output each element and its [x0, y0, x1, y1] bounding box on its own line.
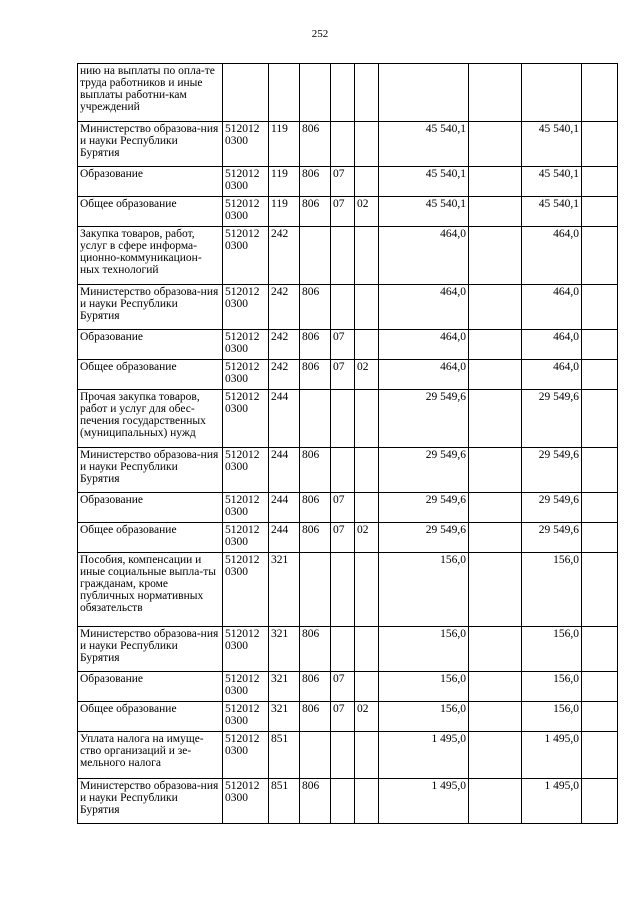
row-name-cell: Общее образование [78, 702, 223, 732]
subsection-code-cell: 02 [355, 197, 379, 227]
row-name-cell: Уплата налога на имуще-ство организаций и зе-мельного налога [78, 732, 223, 779]
amount-change-cell [469, 493, 522, 523]
amount-total-cell: 464,0 [522, 330, 582, 360]
amount-cell: 29 549,6 [379, 493, 469, 523]
table-row [78, 448, 618, 493]
extra-cell [582, 197, 618, 227]
subsection-code-cell [355, 732, 379, 779]
amount-change-cell [469, 122, 522, 167]
amount-total-cell: 1 495,0 [522, 732, 582, 779]
row-name-cell: Образование [78, 330, 223, 360]
amount-total-cell: 464,0 [522, 360, 582, 390]
extra-cell [582, 523, 618, 553]
amount-cell: 156,0 [379, 672, 469, 702]
subsection-code-cell [355, 285, 379, 330]
ministry-code-cell: 806 [300, 779, 331, 824]
amount-change-cell [469, 672, 522, 702]
section-code-cell: 07 [331, 360, 355, 390]
expense-type-code-cell [269, 64, 300, 122]
extra-cell [582, 448, 618, 493]
expense-type-code-cell: 242 [269, 285, 300, 330]
row-name-cell: Министерство образова-ния и науки Республики Бурятия [78, 122, 223, 167]
amount-total-cell: 45 540,1 [522, 197, 582, 227]
amount-cell: 29 549,6 [379, 523, 469, 553]
ministry-code-cell: 806 [300, 627, 331, 672]
ministry-code-cell: 806 [300, 523, 331, 553]
amount-change-cell [469, 330, 522, 360]
table-row [78, 493, 618, 523]
subsection-code-cell [355, 779, 379, 824]
row-name-cell: Министерство образова-ния и науки Республики Бурятия [78, 448, 223, 493]
extra-cell [582, 672, 618, 702]
section-code-cell: 07 [331, 167, 355, 197]
ministry-code-cell: 806 [300, 167, 331, 197]
amount-cell: 156,0 [379, 553, 469, 627]
row-name-cell: Министерство образова-ния и науки Республики Бурятия [78, 627, 223, 672]
section-code-cell [331, 627, 355, 672]
target-article-code-cell [223, 64, 269, 122]
target-article-code-cell: 512012 0300 [223, 493, 269, 523]
amount-total-cell: 156,0 [522, 627, 582, 672]
amount-cell: 464,0 [379, 360, 469, 390]
ministry-code-cell: 806 [300, 330, 331, 360]
row-name-cell: Образование [78, 493, 223, 523]
ministry-code-cell: 806 [300, 448, 331, 493]
table-row [78, 285, 618, 330]
extra-cell [582, 285, 618, 330]
table-row [78, 390, 618, 448]
amount-change-cell [469, 448, 522, 493]
table-row [78, 702, 618, 732]
subsection-code-cell [355, 64, 379, 122]
extra-cell [582, 732, 618, 779]
table-row [78, 672, 618, 702]
expense-type-code-cell: 119 [269, 197, 300, 227]
target-article-code-cell: 512012 0300 [223, 285, 269, 330]
table-body [78, 64, 618, 824]
amount-cell: 45 540,1 [379, 167, 469, 197]
table-row [78, 122, 618, 167]
amount-cell: 464,0 [379, 285, 469, 330]
amount-total-cell: 156,0 [522, 702, 582, 732]
row-name-cell: Прочая закупка товаров, работ и услуг для обес-печения государственных (муниципальных) нужд [78, 390, 223, 448]
row-name-cell: Министерство образова-ния и науки Республики Бурятия [78, 285, 223, 330]
row-name-cell: Общее образование [78, 523, 223, 553]
ministry-code-cell [300, 732, 331, 779]
section-code-cell [331, 122, 355, 167]
target-article-code-cell: 512012 0300 [223, 672, 269, 702]
subsection-code-cell [355, 390, 379, 448]
table-row [78, 64, 618, 122]
target-article-code-cell: 512012 0300 [223, 167, 269, 197]
table-row [78, 227, 618, 285]
subsection-code-cell: 02 [355, 702, 379, 732]
row-name-cell: Пособия, компенсации и иные социальные выпла-ты гражданам, кроме публичных нормативных обязательств [78, 553, 223, 627]
ministry-code-cell: 806 [300, 197, 331, 227]
table-row [78, 553, 618, 627]
amount-change-cell [469, 523, 522, 553]
expense-type-code-cell: 321 [269, 553, 300, 627]
extra-cell [582, 360, 618, 390]
section-code-cell [331, 553, 355, 627]
amount-change-cell [469, 627, 522, 672]
section-code-cell [331, 779, 355, 824]
extra-cell [582, 493, 618, 523]
target-article-code-cell: 512012 0300 [223, 702, 269, 732]
amount-total-cell: 156,0 [522, 672, 582, 702]
target-article-code-cell: 512012 0300 [223, 330, 269, 360]
expense-type-code-cell: 242 [269, 360, 300, 390]
amount-change-cell [469, 732, 522, 779]
expense-type-code-cell: 851 [269, 732, 300, 779]
amount-cell: 156,0 [379, 702, 469, 732]
ministry-code-cell: 806 [300, 360, 331, 390]
table-row [78, 523, 618, 553]
row-name-cell: нию на выплаты по опла-те труда работников и иные выплаты работни-кам учреждений [78, 64, 223, 122]
section-code-cell [331, 732, 355, 779]
amount-change-cell [469, 64, 522, 122]
section-code-cell: 07 [331, 330, 355, 360]
amount-total-cell: 45 540,1 [522, 167, 582, 197]
section-code-cell: 07 [331, 523, 355, 553]
expense-type-code-cell: 321 [269, 627, 300, 672]
table-row [78, 360, 618, 390]
extra-cell [582, 227, 618, 285]
extra-cell [582, 627, 618, 672]
target-article-code-cell: 512012 0300 [223, 553, 269, 627]
subsection-code-cell [355, 627, 379, 672]
subsection-code-cell [355, 330, 379, 360]
page-number: 252 [311, 28, 329, 40]
extra-cell [582, 779, 618, 824]
target-article-code-cell: 512012 0300 [223, 390, 269, 448]
extra-cell [582, 330, 618, 360]
amount-total-cell: 464,0 [522, 227, 582, 285]
table-row [78, 627, 618, 672]
section-code-cell: 07 [331, 197, 355, 227]
subsection-code-cell [355, 167, 379, 197]
subsection-code-cell [355, 553, 379, 627]
budget-table [77, 63, 618, 824]
target-article-code-cell: 512012 0300 [223, 227, 269, 285]
amount-total-cell: 1 495,0 [522, 779, 582, 824]
amount-cell: 45 540,1 [379, 122, 469, 167]
extra-cell [582, 390, 618, 448]
row-name-cell: Образование [78, 672, 223, 702]
expense-type-code-cell: 244 [269, 523, 300, 553]
extra-cell [582, 122, 618, 167]
expense-type-code-cell: 242 [269, 330, 300, 360]
amount-cell: 464,0 [379, 227, 469, 285]
amount-total-cell: 45 540,1 [522, 122, 582, 167]
amount-total-cell: 464,0 [522, 285, 582, 330]
amount-change-cell [469, 167, 522, 197]
amount-change-cell [469, 360, 522, 390]
table-row [78, 167, 618, 197]
row-name-cell: Общее образование [78, 197, 223, 227]
extra-cell [582, 553, 618, 627]
extra-cell [582, 64, 618, 122]
ministry-code-cell [300, 64, 331, 122]
section-code-cell: 07 [331, 702, 355, 732]
target-article-code-cell: 512012 0300 [223, 523, 269, 553]
amount-cell: 29 549,6 [379, 448, 469, 493]
subsection-code-cell [355, 448, 379, 493]
expense-type-code-cell: 119 [269, 122, 300, 167]
expense-type-code-cell: 321 [269, 672, 300, 702]
subsection-code-cell [355, 122, 379, 167]
ministry-code-cell [300, 553, 331, 627]
subsection-code-cell: 02 [355, 360, 379, 390]
table-row [78, 779, 618, 824]
amount-cell: 1 495,0 [379, 779, 469, 824]
row-name-cell: Министерство образова-ния и науки Республики Бурятия [78, 779, 223, 824]
expense-type-code-cell: 244 [269, 390, 300, 448]
amount-cell: 156,0 [379, 627, 469, 672]
section-code-cell [331, 64, 355, 122]
row-name-cell: Закупка товаров, работ, услуг в сфере информа-ционно-коммуникацион-ных технологий [78, 227, 223, 285]
subsection-code-cell [355, 493, 379, 523]
amount-total-cell: 29 549,6 [522, 523, 582, 553]
ministry-code-cell: 806 [300, 122, 331, 167]
amount-change-cell [469, 779, 522, 824]
amount-total-cell: 29 549,6 [522, 448, 582, 493]
amount-change-cell [469, 285, 522, 330]
target-article-code-cell: 512012 0300 [223, 627, 269, 672]
ministry-code-cell: 806 [300, 672, 331, 702]
expense-type-code-cell: 119 [269, 167, 300, 197]
amount-total-cell: 29 549,6 [522, 493, 582, 523]
section-code-cell: 07 [331, 672, 355, 702]
target-article-code-cell: 512012 0300 [223, 732, 269, 779]
target-article-code-cell: 512012 0300 [223, 448, 269, 493]
target-article-code-cell: 512012 0300 [223, 360, 269, 390]
expense-type-code-cell: 851 [269, 779, 300, 824]
expense-type-code-cell: 321 [269, 702, 300, 732]
target-article-code-cell: 512012 0300 [223, 122, 269, 167]
amount-cell [379, 64, 469, 122]
amount-cell: 1 495,0 [379, 732, 469, 779]
ministry-code-cell: 806 [300, 493, 331, 523]
section-code-cell [331, 390, 355, 448]
amount-change-cell [469, 197, 522, 227]
amount-change-cell [469, 553, 522, 627]
section-code-cell [331, 448, 355, 493]
subsection-code-cell [355, 672, 379, 702]
expense-type-code-cell: 244 [269, 493, 300, 523]
section-code-cell [331, 285, 355, 330]
subsection-code-cell [355, 227, 379, 285]
extra-cell [582, 702, 618, 732]
subsection-code-cell: 02 [355, 523, 379, 553]
ministry-code-cell [300, 390, 331, 448]
amount-total-cell: 29 549,6 [522, 390, 582, 448]
amount-cell: 45 540,1 [379, 197, 469, 227]
table-row [78, 330, 618, 360]
amount-change-cell [469, 227, 522, 285]
section-code-cell: 07 [331, 493, 355, 523]
row-name-cell: Общее образование [78, 360, 223, 390]
target-article-code-cell: 512012 0300 [223, 197, 269, 227]
ministry-code-cell [300, 227, 331, 285]
table-row [78, 197, 618, 227]
amount-total-cell [522, 64, 582, 122]
row-name-cell: Образование [78, 167, 223, 197]
expense-type-code-cell: 242 [269, 227, 300, 285]
amount-cell: 464,0 [379, 330, 469, 360]
amount-cell: 29 549,6 [379, 390, 469, 448]
target-article-code-cell: 512012 0300 [223, 779, 269, 824]
section-code-cell [331, 227, 355, 285]
amount-change-cell [469, 390, 522, 448]
amount-total-cell: 156,0 [522, 553, 582, 627]
table-row [78, 732, 618, 779]
amount-change-cell [469, 702, 522, 732]
expense-type-code-cell: 244 [269, 448, 300, 493]
ministry-code-cell: 806 [300, 702, 331, 732]
ministry-code-cell: 806 [300, 285, 331, 330]
extra-cell [582, 167, 618, 197]
